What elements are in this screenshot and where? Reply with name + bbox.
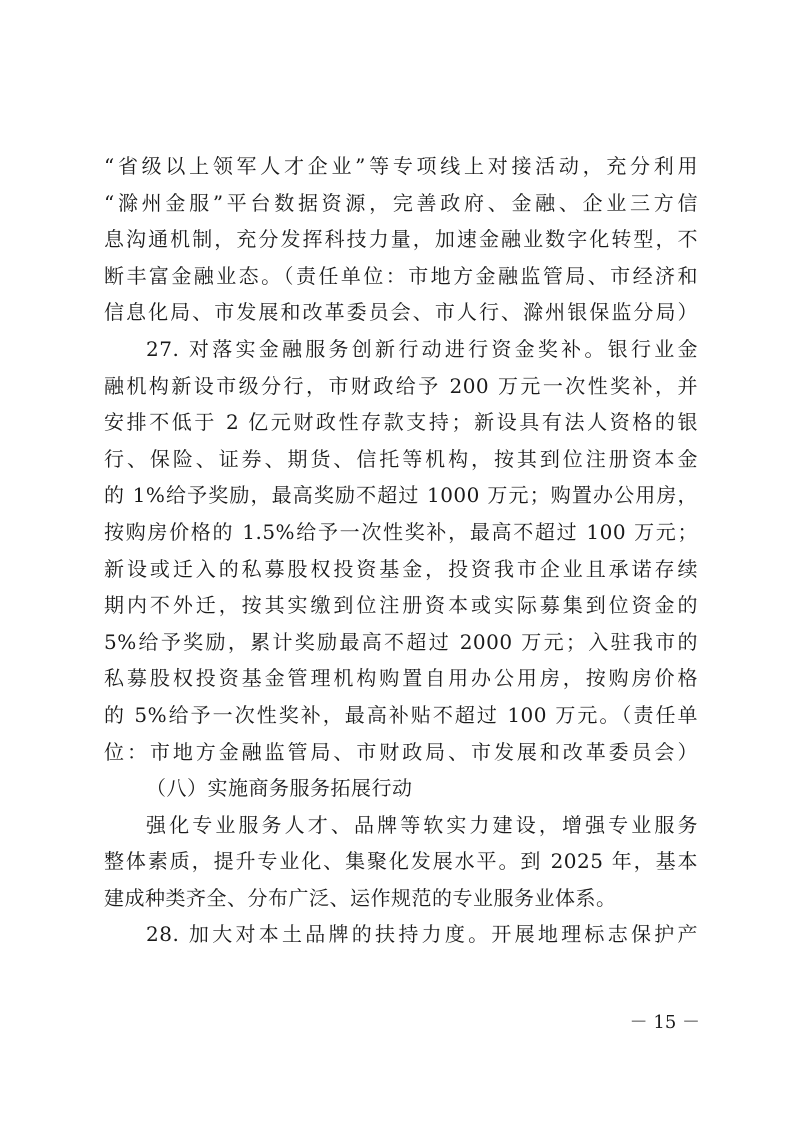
section-heading [104,770,698,807]
text-line: 27. 对落实金融服务创新行动进行资金奖补。银行业金 [146,336,698,361]
text-line: 息沟通机制，充分发挥科技力量，加速金融业数字化转型，不 [104,227,698,252]
text-line: 位：市地方金融监管局、市财政局、市发展和改革委员会） [104,739,698,764]
text-line: 行、保险、证券、期货、信托等机构，按其到位注册资本金 [104,446,698,471]
text-line: 期内不外迁，按其实缴到位注册资本或实际募集到位资金的 [104,593,698,618]
text-line: 信息化局、市发展和改革委员会、市人行、滁州银保监分局） [104,300,698,325]
section-heading-text: （八）实施商务服务拓展行动 [146,776,413,801]
text-line: 融机构新设市级分行，市财政给予 200 万元一次性奖补，并 [104,373,698,398]
text-line: 新设或迁入的私募股权投资基金，投资我市企业且承诺存续 [104,556,698,581]
document-body [104,148,698,953]
text-line: 私募股权投资基金管理机构购置自用办公用房，按购房价格 [104,666,698,691]
text-line: 按购房价格的 1.5%给予一次性奖补，最高不超过 100 万元； [104,519,698,544]
page-number: － 15 － [629,1012,700,1033]
text-line: 安排不低于 2 亿元财政性存款支持；新设具有法人资格的银 [104,410,698,435]
text-line: “滁州金服”平台数据资源，完善政府、金融、企业三方信 [104,190,698,215]
text-line: 强化专业服务人才、品牌等软实力建设，增强专业服务 [146,812,698,837]
paragraph-1 [104,148,698,331]
paragraph-section-intro [104,807,698,917]
text-line: 建成种类齐全、分布广泛、运作规范的专业服务业体系。 [104,885,617,910]
text-line: 28. 加大对本土品牌的扶持力度。开展地理标志保护产 [146,922,698,947]
text-line: 的 5%给予一次性奖补，最高补贴不超过 100 万元。（责任单 [104,702,698,727]
text-line: 断丰富金融业态。（责任单位：市地方金融监管局、市经济和 [104,263,698,288]
text-line: 5%给予奖励，累计奖励最高不超过 2000 万元；入驻我市的 [104,629,698,654]
text-line: 整体素质，提升专业化、集聚化发展水平。到 2025 年，基本 [104,849,698,874]
text-line: “省级以上领军人才企业”等专项线上对接活动，充分利用 [104,154,698,178]
text-line: 的 1%给予奖励，最高奖励不超过 1000 万元；购置办公用房， [104,483,698,508]
paragraph-item-27 [104,331,698,770]
paragraph-item-28 [104,916,698,953]
